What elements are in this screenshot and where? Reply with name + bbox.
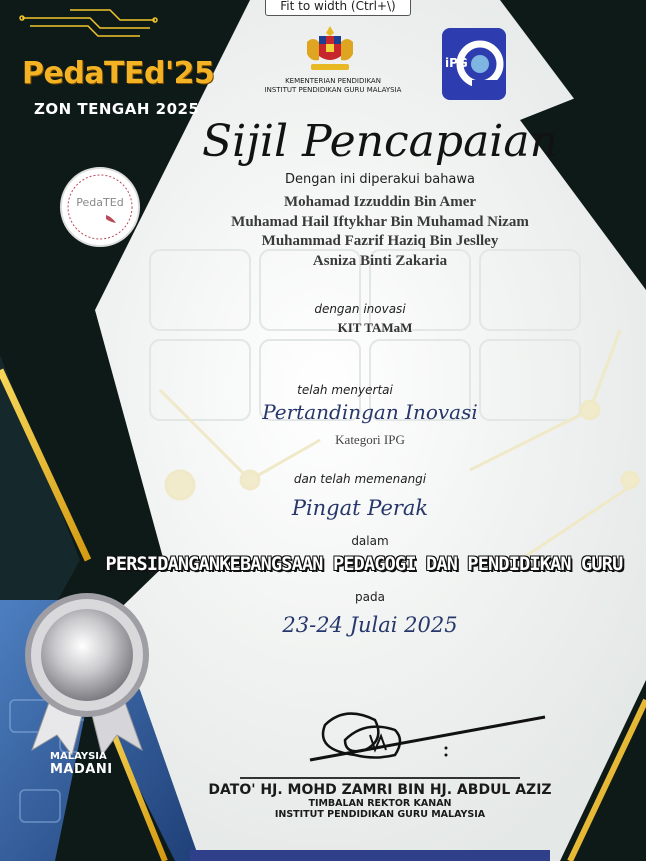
silver-medal-icon (12, 585, 162, 755)
award-name: Pingat Perak (291, 496, 429, 520)
madani-line-1: MALAYSIA (50, 751, 107, 762)
recipient-name: Muhamad Hail Iftykhar Bin Muhamad Nizam (231, 213, 529, 230)
competition-category: Kategori IPG (335, 432, 405, 447)
ministry-label (238, 77, 428, 95)
event-brand-title: PedaTEd'25 (22, 56, 215, 91)
event-zone-title: ZON TENGAH 2025 (34, 100, 200, 118)
ipg-logo (442, 28, 506, 100)
event-date: 23-24 Julai 2025 (282, 613, 458, 637)
signatory-role: TIMBALAN REKTOR KANAN (308, 798, 452, 809)
signature-image (300, 705, 560, 780)
signatory-name: DATO' HJ. MOHD ZAMRI BIN HJ. ABDUL AZIZ (208, 782, 552, 798)
ipg-logo-text: iPG (445, 56, 468, 70)
madani-line-2: MADANI (50, 762, 113, 777)
seal-text: PedaTEd (76, 196, 124, 209)
joined-label: telah menyertai (297, 383, 393, 397)
recipient-name: Mohamad Izzuddin Bin Amer (283, 194, 477, 210)
event-seal-logo (60, 167, 140, 247)
in-label: dalam (351, 534, 389, 548)
signatory-institution: INSTITUT PENDIDIKAN GURU MALAYSIA (274, 809, 486, 820)
won-label: dan telah memenangi (293, 472, 427, 486)
on-label: pada (355, 590, 385, 604)
ministry-line-2: INSTITUT PENDIDIKAN GURU MALAYSIA (264, 86, 402, 94)
signature-line (240, 777, 520, 779)
recipient-name: Asniza Binti Zakaria (312, 252, 448, 269)
crescent-icon (33, 754, 49, 776)
fit-to-width-tooltip: Fit to width (Ctrl+\) (265, 0, 411, 16)
malaysia-madani-logo (50, 751, 113, 777)
recipient-name: Muhammad Fazrif Haziq Bin Jeslley (261, 233, 499, 249)
innovation-name: KIT TAMaM (337, 320, 413, 335)
certificate-intro: Dengan ini diperakui bahawa (285, 172, 475, 187)
coat-of-arms-icon (297, 24, 363, 76)
recipient-list (150, 193, 610, 271)
certificate-title: Sijil Pencapaian (202, 116, 558, 167)
ministry-line-1: KEMENTERIAN PENDIDIKAN (285, 77, 381, 85)
conference-title: PERSIDANGANKEBANGSAAN PEDAGOGI DAN PENDIDIKAN GURU (105, 554, 623, 575)
competition-name: Pertandingan Inovasi (262, 400, 478, 424)
innovation-label: dengan inovasi (314, 302, 406, 316)
